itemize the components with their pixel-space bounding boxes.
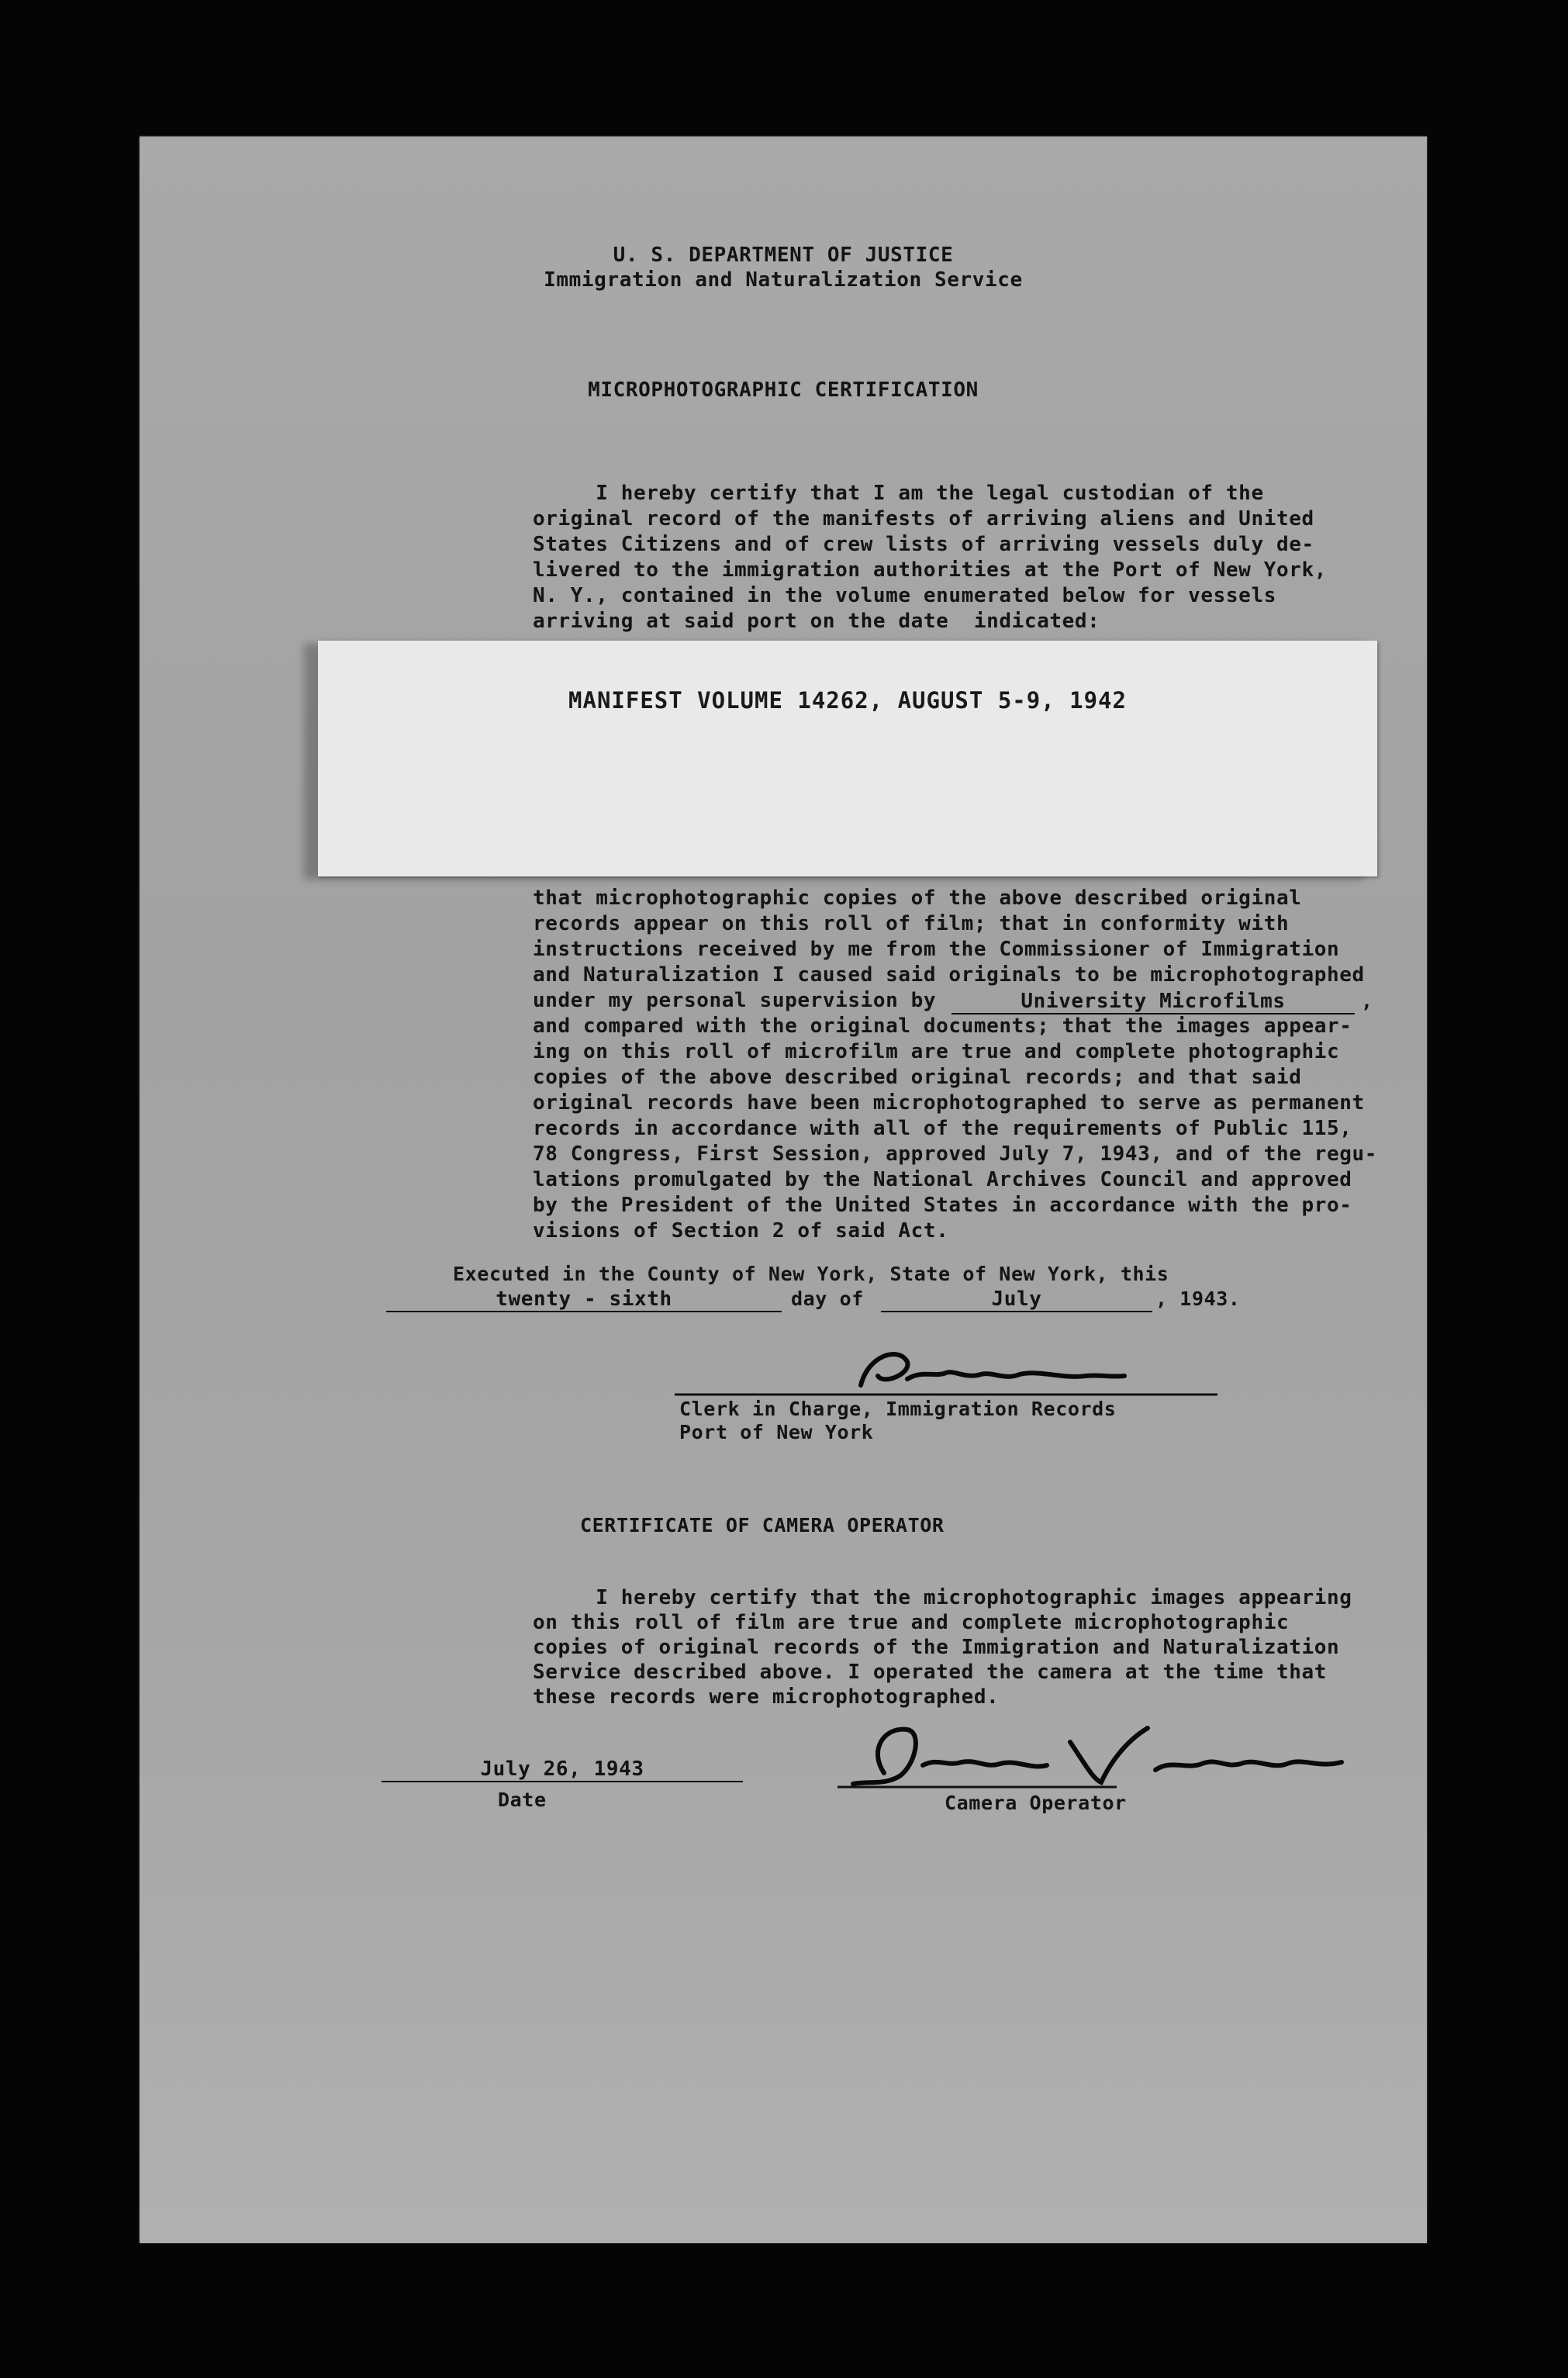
clerk-port: Port of New York — [679, 1421, 874, 1443]
intro-line: livered to the immigration authorities at the Port of New York, — [533, 558, 1327, 582]
service-heading: Immigration and Naturalization Service — [544, 268, 1023, 292]
intro-line: I hereby certify that I am the legal custodian of the — [533, 482, 1264, 505]
camera-operator-signature — [838, 1719, 1411, 1796]
supervisor-field: University Microfilms — [952, 990, 1355, 1014]
body-line: instructions received by me from the Commissioner of Immigration — [533, 938, 1340, 961]
document-sheet — [140, 137, 1427, 2243]
body-line: original records have been microphotographed to serve as permanent — [533, 1091, 1365, 1115]
date-label: Date — [498, 1789, 547, 1811]
clerk-signature — [675, 1339, 1373, 1401]
body-line: lations promulgated by the National Archives Council and approved — [533, 1168, 1352, 1191]
body-line: that microphotographic copies of the above described original — [533, 887, 1302, 910]
manifest-volume-text: MANIFEST VOLUME 14262, AUGUST 5-9, 1942 — [568, 687, 1127, 714]
manifest-slip — [318, 641, 1377, 876]
body-line: and Naturalization I caused said originals to be microphotographed — [533, 963, 1365, 987]
body-line: ing on this roll of microfilm are true and complete photographic — [533, 1040, 1340, 1063]
body-line: under my personal supervision by — [533, 989, 937, 1012]
body-line: by the President of the United States in accordance with the pro- — [533, 1194, 1352, 1217]
clerk-title: Clerk in Charge, Immigration Records — [679, 1398, 1117, 1420]
intro-line: States Citizens and of crew lists of arriving vessels duly de- — [533, 533, 1314, 556]
day-label: day of — [791, 1288, 864, 1310]
camera-line: on this roll of film are true and complete microphotographic — [533, 1611, 1290, 1634]
camera-line: these records were microphotographed. — [533, 1685, 1000, 1709]
department-heading: U. S. DEPARTMENT OF JUSTICE — [613, 244, 954, 267]
body-line: 78 Congress, First Session, approved July 7, 1943, and of the regu- — [533, 1142, 1377, 1166]
page-title: MICROPHOTOGRAPHIC CERTIFICATION — [588, 378, 979, 402]
executed-text: Executed in the County of New York, State of New York, this — [453, 1263, 1169, 1285]
body-line: records in accordance with all of the requirements of Public 115, — [533, 1117, 1352, 1140]
body-line: records appear on this roll of film; that in conformity with — [533, 912, 1290, 935]
body-line: copies of the above described original records; and that said — [533, 1066, 1302, 1089]
camera-certificate-title: CERTIFICATE OF CAMERA OPERATOR — [580, 1514, 945, 1536]
month-field: July — [881, 1288, 1152, 1312]
day-field: twenty - sixth — [386, 1288, 782, 1312]
date-field: July 26, 1943 — [382, 1758, 743, 1782]
camera-line: Service described above. I operated the camera at the time that — [533, 1661, 1327, 1684]
camera-operator-label: Camera Operator — [945, 1792, 1127, 1814]
intro-line: N. Y., contained in the volume enumerated below for vessels — [533, 584, 1276, 607]
body-line: visions of Section 2 of said Act. — [533, 1219, 949, 1243]
supervisor-comma: , — [1361, 990, 1373, 1012]
intro-line: arriving at said port on the date indicated: — [533, 610, 1100, 633]
intro-line: original record of the manifests of arriving aliens and United — [533, 507, 1314, 531]
year-value: , 1943. — [1155, 1288, 1241, 1310]
camera-line: I hereby certify that the microphotographic images appearing — [533, 1586, 1352, 1609]
camera-line: copies of original records of the Immigration and Naturalization — [533, 1636, 1340, 1659]
body-line: and compared with the original documents; that the images appear- — [533, 1014, 1352, 1038]
